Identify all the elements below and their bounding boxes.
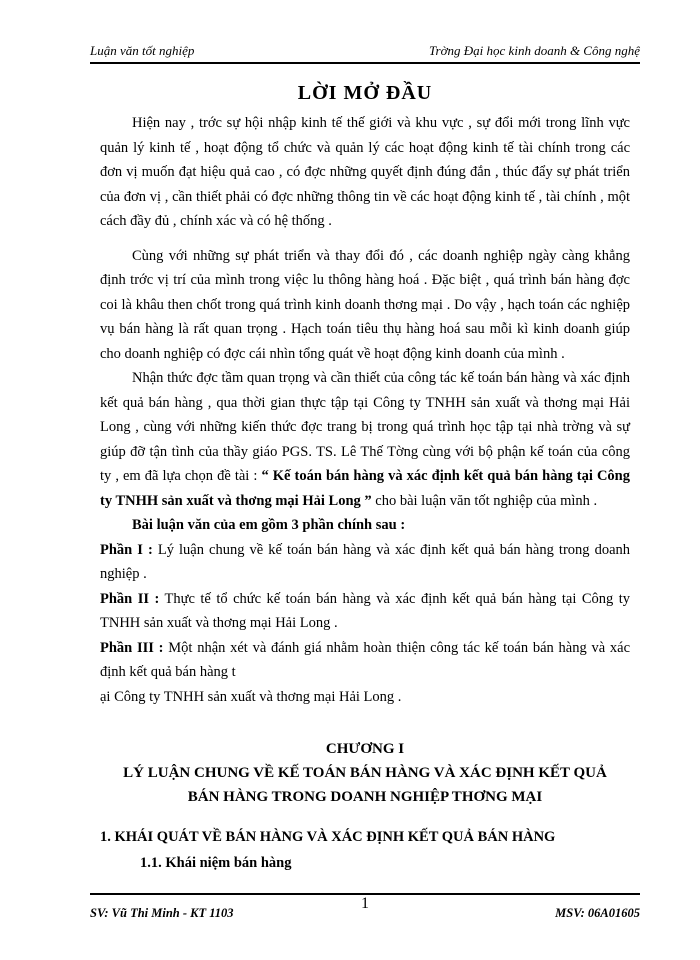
intro-paragraph-1: Hiện nay , trớc sự hội nhập kinh tế thế giới và khu vực , sự đổi mới trong lĩnh vực quản lý kinh tế , hoạt động tổ chức và quản lý các hoạt động kinh tế tài chính trong các đơn vị muốn đạt hiệu quả cao , có đợc những quyết định đúng đắn , thúc đẩy sự phát triển của đơn vị , cần thiết phải có đợc những thông tin về các hoạt động kinh tế , tài chính , một cách đầy đủ , chính xác và có hệ thống . bbox=[100, 115, 630, 229]
paragraph-3-end: cho bài luận văn tốt nghiệp của mình . bbox=[375, 492, 598, 509]
part-1 bbox=[100, 538, 630, 587]
part-2-text: Thực tế tổ chức kế toán bán hàng và xác định kết quả bán hàng tại Công ty TNHH sản xuất và thơng mại Hải Long . bbox=[100, 590, 630, 631]
part-3 bbox=[100, 636, 630, 685]
part-2-label: Phần II : bbox=[100, 590, 160, 607]
header-university: Trờng Đại học kinh doanh & Công nghệ bbox=[429, 43, 640, 58]
page-header bbox=[90, 40, 640, 64]
footer-student: SV: Vũ Thi Minh - KT 1103 bbox=[90, 906, 234, 920]
structure-intro: Bài luận văn của em gồm 3 phần chính sau : bbox=[132, 517, 406, 533]
intro-paragraph-3 bbox=[100, 366, 630, 513]
part-1-label: Phần I : bbox=[100, 541, 153, 558]
page-number: 1 bbox=[361, 895, 369, 912]
part-3-continuation: ại Công ty TNHH sản xuất và thơng mại Hải Long . bbox=[100, 688, 402, 705]
part-3-text: Một nhận xét và đánh giá nhằm hoàn thiện công tác kế toán bán hàng và xác định kết quả bán hàng t bbox=[100, 639, 631, 680]
intro-paragraph-2: Cùng với những sự phát triển và thay đổi đó , các doanh nghiệp ngày càng khẳng định trớc vị trí của mình trong việc lu thông hàng hoá . Đặc biệt , quá trình bán hàng đợc coi là khâu then chốt trong quá trình kinh doanh thơng mại . Do vậy , hạch toán các nghiệp vụ bán hàng là rất quan trọng . Hạch toán tiêu thụ hàng hoá sau mỗi kì kinh doanh giúp cho doanh nghiệp có đợc cái nhìn tổng quát về hoạt động kinh doanh của mình . bbox=[100, 247, 630, 362]
chapter-title-line-1: LÝ LUẬN CHUNG VỀ KẾ TOÁN BÁN HÀNG VÀ XÁC ĐỊNH KẾT QUẢ bbox=[123, 765, 607, 781]
paragraph-3-start: Nhận thức đợc tầm quan trọng và cần thiết của công tác kế toán bán hàng và xác định kết quả bán hàng , qua thời gian thực tập tại Công ty TNHH sản xuất và thơng mại Hải Long , cùng với những kiến thức đợc trang bị trong quá trình học tập tại nhà trờng và sự giúp đỡ tận tình của thầy giáo PGS. TS. Lê Thế Tờng cùng với bộ phận kế toán của công ty , em đã lựa chọn đề tài : bbox=[100, 370, 630, 484]
subsection-heading: 1.1. Khái niệm bán hàng bbox=[140, 855, 292, 871]
chapter-heading bbox=[100, 737, 630, 809]
page-footer bbox=[90, 893, 640, 925]
chapter-number: CHƯƠNG I bbox=[325, 741, 405, 757]
page-title: LỜI MỞ ĐẦU bbox=[297, 82, 433, 104]
thesis-topic: “ Kế toán bán hàng và xác định kết quả bán hàng tại Công ty TNHH sản xuất và thơng mại Hải Long ” bbox=[100, 468, 630, 509]
page-body bbox=[100, 62, 630, 877]
part-1-text: Lý luận chung về kế toán bán hàng và xác định kết quả bán hàng trong doanh nghiệp . bbox=[100, 541, 631, 582]
chapter-title-line-2: BÁN HÀNG TRONG DOANH NGHIỆP THƠNG MẠI bbox=[187, 789, 543, 805]
section-heading: 1. KHÁI QUÁT VỀ BÁN HÀNG VÀ XÁC ĐỊNH KẾT QUẢ BÁN HÀNG bbox=[100, 829, 556, 845]
header-thesis-label: Luận văn tốt nghiệp bbox=[90, 43, 195, 58]
footer-student-id: MSV: 06A01605 bbox=[555, 906, 640, 920]
part-2 bbox=[100, 587, 630, 636]
part-3-label: Phần III : bbox=[100, 639, 164, 656]
